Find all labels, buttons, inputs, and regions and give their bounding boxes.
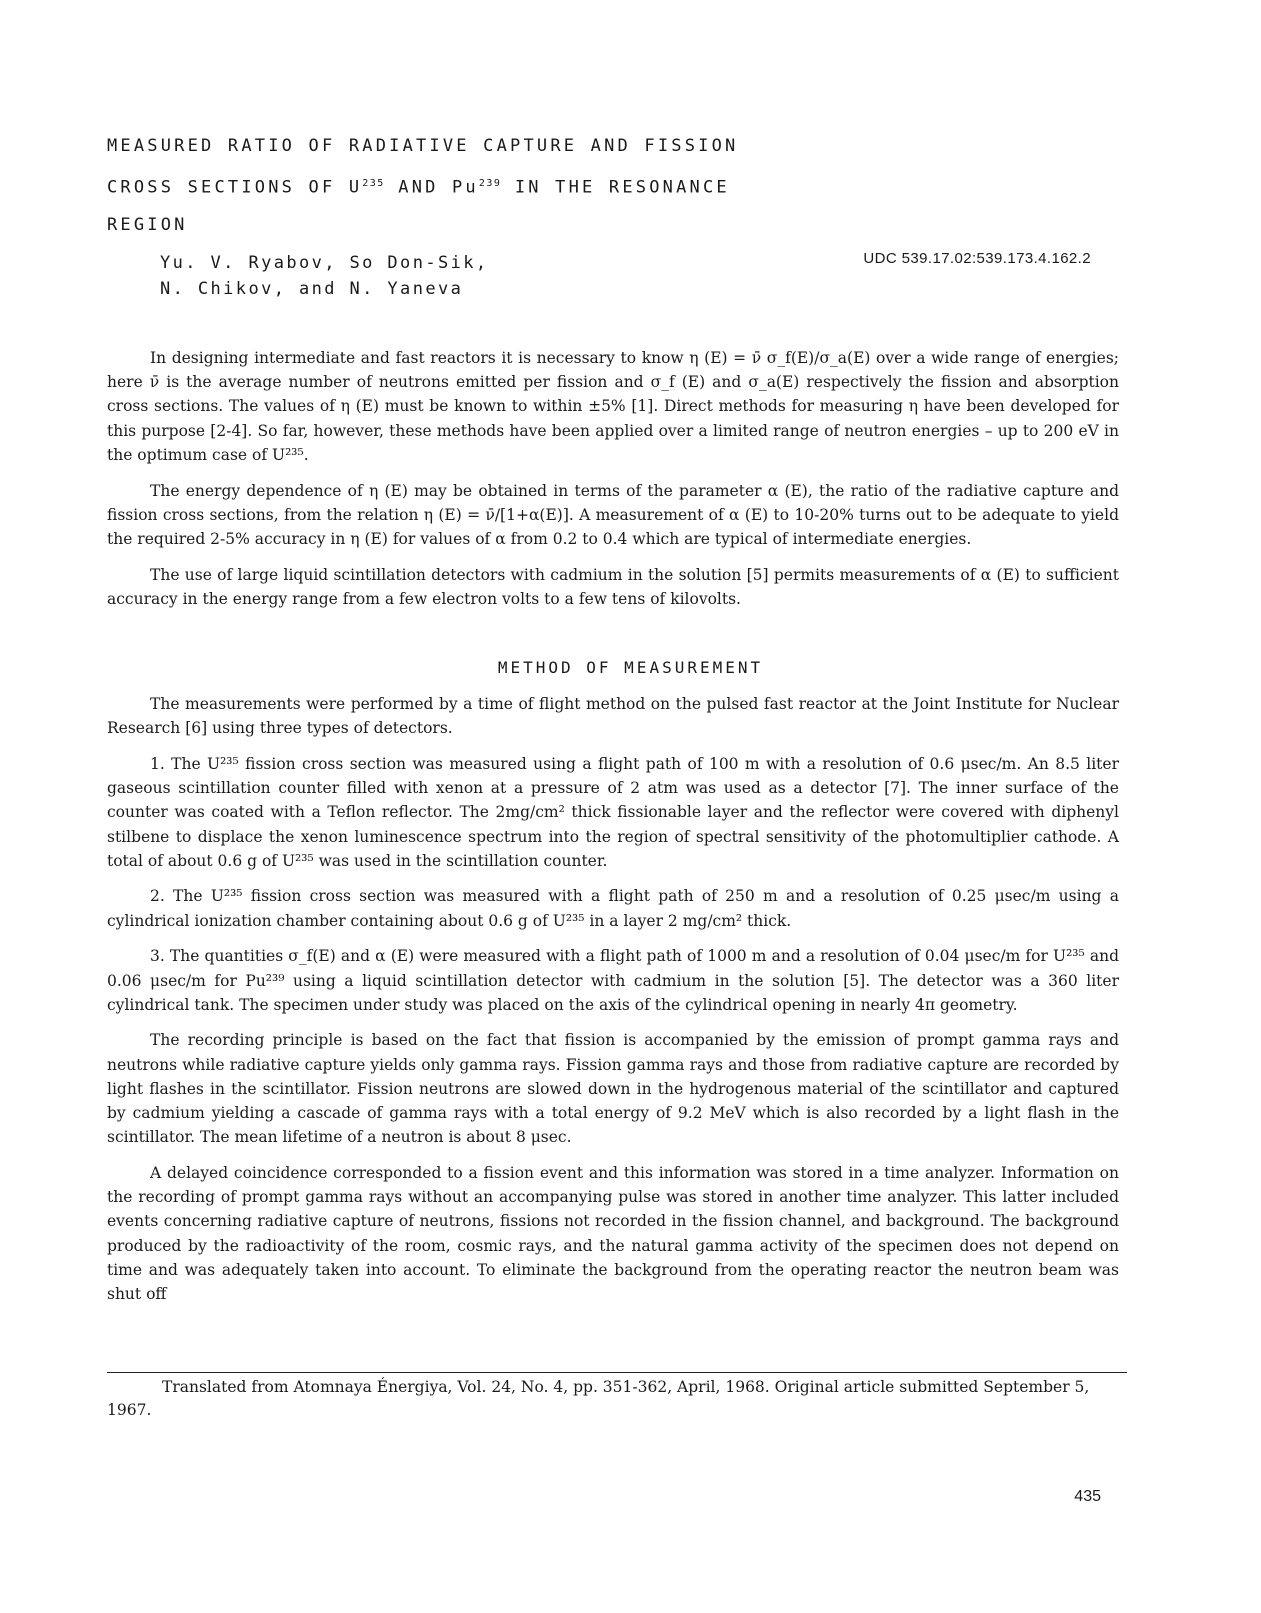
- title-line-3: REGION: [107, 214, 188, 235]
- author-list: [160, 250, 489, 302]
- udc-code: UDC 539.17.02:539.173.4.162.2: [863, 250, 1091, 267]
- intro-paragraph-2: The energy dependence of η (E) may be obtained in terms of the parameter α (E), the ratio of the radiative capture and fission cross sections, from the relation η (E) = ν̄/[1+α(E)]. A measurement of α (E) to 10-20% turns out to be adequate to yield the required 2-5% accuracy in η (E) for values of α from 0.2 to 0.4 which are typical of intermediate energies.: [107, 481, 1119, 548]
- footnote-divider: [107, 1372, 1127, 1373]
- isotope-mass: 235: [362, 178, 385, 189]
- title-text: IN THE RESONANCE: [501, 177, 730, 198]
- method-paragraph-1: The measurements were performed by a time of flight method on the pulsed fast reactor at the Joint Institute for Nuclear Research [6] using three types of detectors.: [107, 695, 1119, 738]
- method-section: [107, 692, 1119, 1318]
- title-line-1: MEASURED RATIO OF RADIATIVE CAPTURE AND FISSION: [107, 136, 739, 156]
- method-item-3: 3. The quantities σ_f(E) and α (E) were measured with a flight path of 1000 m and a resolution of 0.04 μsec/m for U²³⁵ and 0.06 μsec/m for Pu²³⁹ using a liquid scintillation detector with cadmium in the solution [5]. The detector was a 360 liter cylindrical tank. The specimen under study was placed on the axis of the cylindrical opening in nearly 4π geometry.: [107, 947, 1119, 1014]
- title-text: CROSS SECTIONS OF U: [107, 177, 363, 198]
- translation-footnote: Translated from Atomnaya Énergiya, Vol. 24, No. 4, pp. 351-362, April, 1968. Original article submitted September 5, 1967.: [107, 1378, 1090, 1419]
- section-heading: METHOD OF MEASUREMENT: [497, 658, 764, 677]
- author-line-2: N. Chikov, and N. Yaneva: [160, 279, 464, 299]
- article-title: [107, 128, 907, 244]
- method-paragraph-3: A delayed coincidence corresponded to a fission event and this information was stored in a time analyzer. Information on the recording of prompt gamma rays without an accompanying pulse was stored in another time analyzer. This latter included events concerning radiative capture of neutrons, fissions not recorded in the fission channel, and background. The background produced by the radioactivity of the room, cosmic rays, and the natural gamma activity of the specimen does not depend on time and was adequately taken into account. To eliminate the background from the operating reactor the neutron beam was shut off: [107, 1163, 1119, 1303]
- intro-paragraph-3: The use of large liquid scintillation detectors with cadmium in the solution [5] permits measurements of α (E) to sufficient accuracy in the energy range from a few electron volts to a few tens of kilovolts.: [107, 565, 1119, 608]
- title-line-2: [107, 165, 907, 207]
- intro-paragraph-1: In designing intermediate and fast reactors it is necessary to know η (E) = ν̄ σ_f(E)/σ_a(E) over a wide range of energies; here ν̄ is the average number of neutrons emitted per fission and σ_f (E) and σ_a(E) respectively the fission and absorption cross sections. The values of η (E) must be known to within ±5% [1]. Direct methods for measuring η have been developed for this purpose [2-4]. So far, however, these methods have been applied over a limited range of neutron energies – up to 200 eV in the optimum case of U²³⁵.: [107, 349, 1119, 464]
- title-text: AND Pu: [384, 177, 479, 198]
- method-item-2: 2. The U²³⁵ fission cross section was measured with a flight path of 250 m and a resolution of 0.25 μsec/m using a cylindrical ionization chamber containing about 0.6 g of U²³⁵ in a layer 2 mg/cm² thick.: [107, 887, 1119, 930]
- method-paragraph-2: The recording principle is based on the fact that fission is accompanied by the emission of prompt gamma rays and neutrons while radiative capture yields only gamma rays. Fission gamma rays and those from radiative capture are recorded by light flashes in the scintillator. Fission neutrons are slowed down in the hydrogenous material of the scintillator and captured by cadmium yielding a cascade of gamma rays with a total energy of 9.2 MeV which is also recorded by a light flash in the scintillator. The mean lifetime of a neutron is about 8 μsec.: [107, 1031, 1119, 1147]
- page-number: 435: [1074, 1488, 1101, 1505]
- author-line-1: Yu. V. Ryabov, So Don-Sik,: [160, 253, 489, 273]
- isotope-mass: 239: [478, 178, 502, 189]
- method-item-1: 1. The U²³⁵ fission cross section was measured using a flight path of 100 m with a resolution of 0.6 μsec/m. An 8.5 liter gaseous scintillation counter filled with xenon at a pressure of 2 atm was used as a detector [7]. The inner surface of the counter was coated with a Teflon reflector. The 2mg/cm² thick fissionable layer and the reflector were covered with diphenyl stilbene to displace the xenon luminescence spectrum into the region of spectral sensitivity of the photomultiplier cathode. A total of about 0.6 g of U²³⁵ was used in the scintillation counter.: [107, 754, 1119, 870]
- introduction: [107, 346, 1119, 623]
